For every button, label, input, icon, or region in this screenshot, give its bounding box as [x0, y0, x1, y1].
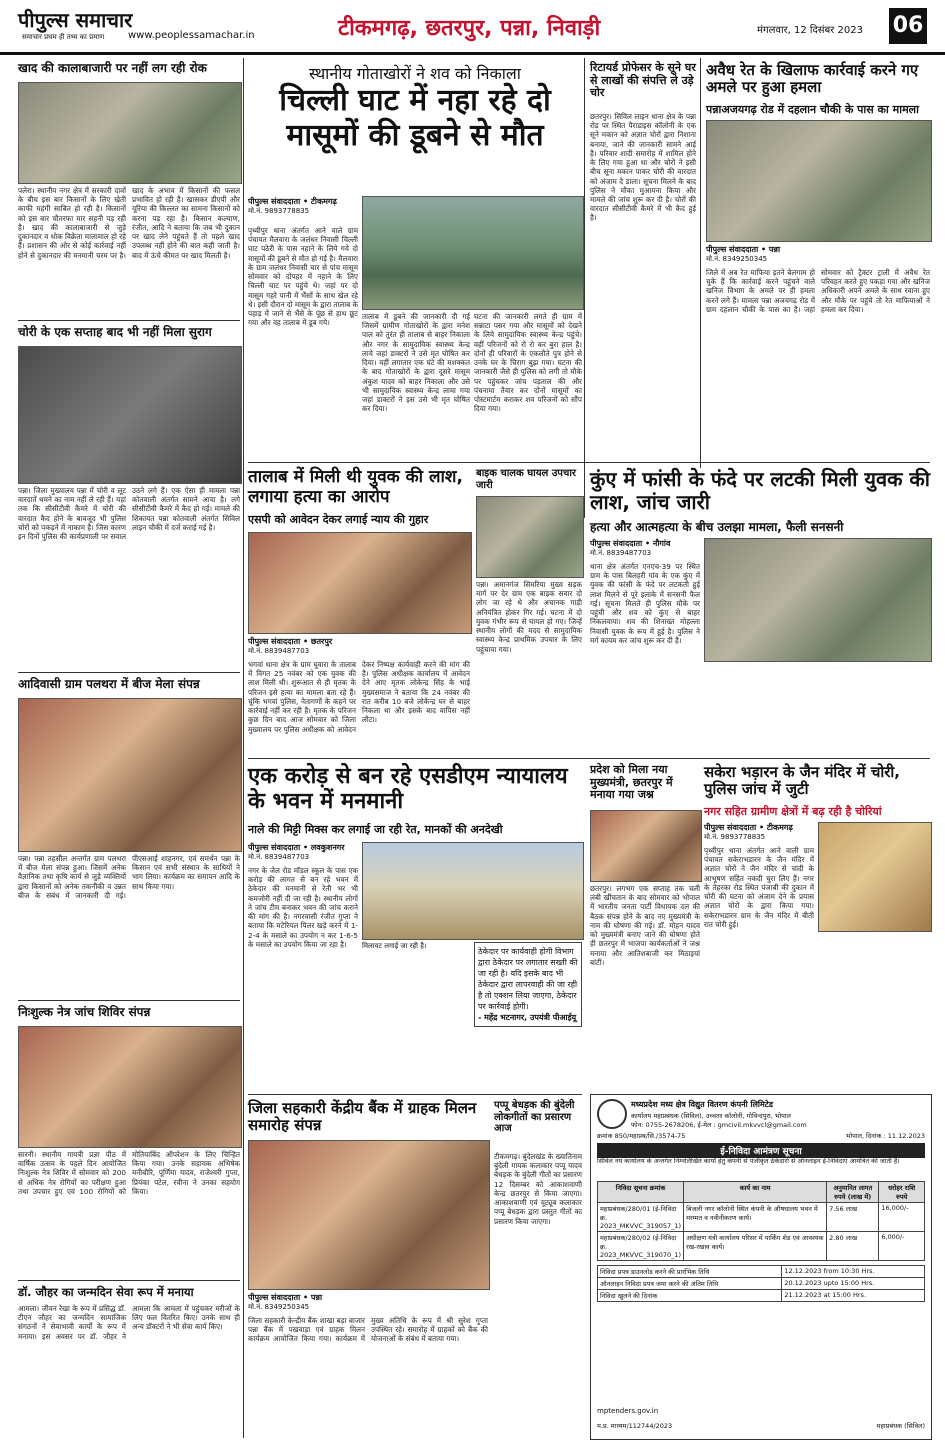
page-number: 06 [889, 8, 927, 44]
table-cell: महाप्रबंधक/280/01 (ई-निविदा क्र. 2023_MKVVC_319057_1) [598, 1203, 684, 1232]
table-cell: 21.12.2023 at 15:00 Hrs. [782, 1290, 925, 1302]
story-kicker: स्थानीय गोताखोरों ने शव को निकाला [309, 64, 521, 83]
photo-sp-office [248, 532, 472, 634]
photo-caption: मिलावट लगाई जा रही है। [362, 942, 427, 950]
tender-footer-left: म.प्र. माध्यम/112744/2023 [597, 1422, 673, 1430]
story-body: सारनी। स्थानीय गायत्री प्रज्ञा पीठ में वार्षिक उत्सव के पहले दिन आयोजित निःशुल्क नेत्र शिविर में सोमवार को 200 से अधिक नेत्र रोगियों का परीक्षण हुआ तथा उपचार हुए एवं 100 रोगियों को मोतियाबिंद ऑपरेशन के लिए चिन्हित किया गया। उनके सहायक अभिषेक मनीबौरि, पूर्णिमा यादव, राजेश्वरी गुप्ता, प्रियंका पटेल, रवीना ने उनका सहयोग किया। [18, 1150, 240, 1196]
tender-address: कार्यालय महाप्रबंधक (सिविल), उच्चतर कॉलोनी, गोविन्दपुरा, भोपाल [631, 1112, 791, 1120]
story-body: पन्ना। अमानगंज सिमरिया मुख्य सड़क मार्ग पर देर ग्राम एक बाइक सवार दो लोग जा रहे थे और अचानक गाड़ी अनियंत्रित होकर गिर गई। घटना में दो युवक गंभीर रूप से घायल हो गए। जिन्हें स्थानीय लोगों की मदद से सामुदायिक स्वास्थ्य केन्द्र प्राथमिक उपचार के लिए पहुंचाया गया। [476, 580, 582, 654]
table-cell: 20.12.2023 upto 15:00 Hrs. [782, 1278, 925, 1290]
logo-tagline: समाचार प्रथम ही तथ्य का प्रमाण [22, 33, 105, 41]
story-body: तालाब में डूबने की जानकारी दी गई जिसमें ग्रामीण गोताखोरों के द्वारा मनेश पाल को तुरंत ही तालाब से बाहर निकाला और नगर के सामुदायिक स्वास्थ्य केन्द्र लाये जहां डाक्टरों ने उसे मृत घोषित कर दिया। वहीं लगातार एक घंटे की मशक्कत के बाद गोताखोरों के द्वारा दूसरे मासूम अंकुश यादव को बाहर निकाला और उसे भी सामुदायिक स्वास्थ्य केन्द्र लाया गया जहां डाक्टरों ने इस उसे भी मृत घोषित कर दिया। [362, 312, 470, 414]
story-headline[interactable]: डॉ. जौहर का जन्मदिन सेवा रूप में मनाया [18, 1285, 194, 1299]
col-header: कार्य का नाम [684, 1182, 827, 1203]
table-row [598, 1232, 925, 1261]
byline: पीपुल्स संवाददाता • नौगांव मो.नं. 8839487703 [590, 539, 671, 557]
story-body: जिले में अब रेत माफिया इतने बेलगाम हो चुके हैं कि कार्रवाई करने पहुंचने वाले खनिज विभाग के अमले पर ही हमला करने लगे हैं। मामला पन्ना अजयगढ़ रोड में ग्राम दहलान चौकी के पास का है। जहां सोमवार को ट्रैक्टर ट्राली में अवैध रेत परिवहन करते हुए पकड़ा गया और खनिज अधिकारी अपने अमले के साथ रवाना हुए और मौके पर पहुंचे तो रेत माफियाओं ने हमला कर दिया। [706, 268, 930, 314]
story-subhead: हत्या और आत्महत्या के बीच उलझा मामला, फैली सनसनी [590, 520, 844, 534]
story-body: घटना की जानकारी लगते ही ग्राम में सन्नाटा पसर गया और मासूमों को देखने के लिये सामुदायिक स्वास्थ्य केन्द्र पहुंचे। वहीं परिजनों को रो रो कर बुरा हाल है। दोनों ही परिवारों के एकलौते पुत्र होने से उनके घर के चिराग बुझ गया। घटना की जानकारी जैसे ही पुलिस को लगी तो मौके पर पहुंचकर जांच पड़ताल की और पंचनामा तैयार कर दोनों मासूमों का पोस्टमार्टम कराकर शव परिजनों को सौंप दिया गया। [474, 312, 582, 414]
col-header: निविदा सूचना क्रमांक [598, 1182, 684, 1203]
issue-date: मंगलवार, 12 दिसंबर 2023 [757, 25, 863, 36]
tender-advertisement [590, 1094, 932, 1440]
lead-headline[interactable]: चिल्ली घाट में नहा रहे दो मासूमों की डूबने से मौत [279, 83, 551, 153]
company-logo-icon [597, 1099, 627, 1129]
masthead [0, 0, 945, 55]
photo-eye-camp [18, 1026, 242, 1148]
story-body: भगवां थाना क्षेत्र के ग्राम घुवारा के तालाब में विगत 25 नवंबर को एक युवक की लाश मिली थी। शुरूआत से ही मृतक के परिजन इसे हत्या का मामला बता रहे हैं। चूंकि भगवां पुलिस, नेतागणों के कहने पर कार्रवाई नहीं कर रही है। मृतक के परिजन कुछ दिन बाद आज सोमवार को जिला मुख्यालय पर पुलिस अधीक्षक को आवेदन देकर निष्पक्ष कार्यवाही करने की मांग की है। पुलिस अधीक्षक कार्यालय में आवेदन देने आए मृतक लोकेन्द्र सिंह के भाई मुख्यसमाज ने बताया कि 24 नवंबर की रात करीब 10 बजे लोकेन्द्र घर से बाहर निकला था और इसके बाद वापिस नहीं लौटा। [248, 660, 470, 734]
story-body: पन्ना। जिला मुख्यालय पन्ना में चोरी व लूट वारदातें थमने का नाम नहीं ले रही हैं। यहां तक कि सीसीटीवी कैमरे में चोरी की वारदात कैद होने के बावजूद भी पुलिस चोरों को पकड़ने में नाकाम है। जिस कारण इन दिनों पुलिस की कार्यप्रणाली पर सवाल उठने लगे हैं। एक ऐसा ही मामला पन्ना कोतवाली अंतर्गत सामने आया है। लगे सीसीटीवी कैमरे में कैद हो गई। मामले की शिकायत पन्ना कोतवाली अंतर्गत सिविल लाइन चौकी में दर्ज कराई गई है। [18, 486, 240, 542]
tender-ref-date: भोपाल, दिनांक : 11.12.2023 [845, 1132, 925, 1140]
photo-celebration [590, 810, 702, 882]
divider [18, 320, 240, 321]
table-cell: 12.12.2023 from 10:30 Hrs. [782, 1266, 925, 1278]
photo-construction-site [362, 842, 584, 940]
table-cell: अधीक्षण यंत्री कार्यालय परिसर में पार्किंग शेड एवं आवश्यक रख-रखाव कार्य। [684, 1232, 827, 1261]
official-quote: ठेकेदार पर कार्यवाही होगी विभाग द्वारा ठेकेदार पर लगातार सख्ती की जा रही है। यदि इसके बाद भी ठेकेदार द्वारा लापरवाही की जा रही है तो एक्शन लिया जाएगा, ठेकेदार पर कार्रवाई होगी। - महेंद्र भटनागर, उपयंत्री पीआईयू [474, 942, 582, 1027]
byline: पीपुल्स संवाददाता • लवकुशनगर मो.नं. 8839487703 [248, 843, 345, 861]
story-headline[interactable]: सकेरा भड़ारन के जैन मंदिर में चोरी, पुलिस जांच में जुटी [704, 763, 900, 799]
story-headline[interactable]: निःशुल्क नेत्र जांच शिविर संपन्न [18, 1005, 151, 1019]
story-headline[interactable]: रिटायर्ड प्रोफेसर के सूने घर से लाखों की संपत्ति ले उड़े चोर [590, 61, 696, 100]
divider [18, 1000, 240, 1001]
story-headline[interactable]: चोरी के एक सप्ताह बाद भी नहीं मिला सुराग [18, 325, 212, 339]
story-body: टीकमगढ़। बुंदेलखंड के ख्यातिनाम बुंदेली गायक कलाकार पप्पू यादव बेधड़क के बुंदेली गीतों का प्रसारण 12 दिसम्बर को आकाशवाणी केन्द्र छतरपुर से किया जाएगा। आकाशवाणी एवं यूट्यूब कलाकार पप्पू बेधड़क द्वारा प्रस्तुत गीतों का प्रसारण किया जाएगा। [494, 1152, 582, 1226]
story-headline[interactable]: खाद की कालाबाजारी पर नहीं लग रही रोक [18, 61, 207, 75]
story-body: नगर के जेल रोड मॉडल स्कूल के पास एक करोड़ की लागत से बन रहे भवन में ठेकेदार की मनमानी से रेती भर भी कमजोरी नहीं दी जा रही है। स्थानीय लोगों ने जांच टीम बनाकर भवन की जांच कराने की मांग की है। नगरवासी रंजीत गुप्ता ने बताया कि मटेरियल पिलर खड़े करने में 1-2-4 के मसाले का उपयोग न कर 1-6-5 के मसाले का उपयोग किया जा रहा है। [248, 866, 358, 949]
divider [18, 672, 240, 673]
story-subhead: नाले की मिट्टी मिक्स कर लगाई जा रही रेत, मानकों की अनदेखी [248, 823, 503, 836]
tender-footer-right: महाप्रबंधक (सिविल) [876, 1422, 925, 1430]
story-body: जिला सहकारी केन्द्रीय बैंक शाखा बड़ा बाजार पन्ना बैंक में पखवाड़ा एवं ग्राहक मिलन कार्यक्रम आयोजित किया गया। कार्यक्रम में मुख्य अतिथि के रूप में श्री सुरेश गुप्ता उपस्थित रहे। समारोह में ग्राहकों को बैंक की योजनाओं के संबंध में बताया गया। [248, 1316, 488, 1344]
newspaper-logo[interactable]: पीपुल्स समाचार समाचार प्रथम ही तथ्य का प्रमाण [18, 8, 133, 41]
tender-table [597, 1181, 925, 1261]
table-cell: ऑनलाइन निविदा प्रपत्र जमा करने की अंतिम तिथि [598, 1278, 782, 1290]
tender-contact: फोन: 0755-2678206, ई-मेल : gmcivil.mkvvcl@gmail.com [631, 1121, 807, 1129]
story-subhead: नगर सहित ग्रामीण क्षेत्रों में बढ़ रही है चोरियां [704, 805, 882, 818]
tender-notice-title: ई-निविदा आमंत्रण सूचना [597, 1143, 925, 1158]
divider [248, 462, 930, 463]
table-cell: महाप्रबंधक/280/02 (ई-निविदा क्र. 2023_MKVVC_319070_1) [598, 1232, 684, 1261]
story-headline[interactable]: पप्पू बेधड़क की बुंदेली लोकगीतों का प्रसारण आज [494, 1100, 575, 1134]
tender-dates-table [597, 1265, 925, 1302]
tender-table-wrap [597, 1181, 925, 1302]
byline: पीपुल्स संवाददाता • टीकमगढ़ मो.नं. 9893778835 [248, 197, 337, 215]
story-headline[interactable]: कुंए में फांसी के फंदे पर लटकी मिली युवक की लाश, जांच जारी [590, 467, 930, 514]
tender-company: मध्यप्रदेश मध्य क्षेत्र विद्युत वितरण कंपनी लिमिटेड [631, 1100, 774, 1109]
tender-ref: क्रमांक 850/महाप्रब/सि./3574-75 [597, 1132, 686, 1140]
table-cell: 2.80 लाख [827, 1232, 879, 1261]
divider [18, 1280, 240, 1281]
website-url[interactable]: www.peoplessamachar.in [128, 30, 255, 41]
story-body: पृथ्वीपुर थाना अंतर्गत आने वाली ग्राम पंचायत सकेराभडारन के जैन मंदिर में अज्ञात चोरों ने जैन मंदिर से चांदी के आभूषण सहित नकदी चुरा लिए हैं। नगर के तेहरका रोड स्थित पंजाबी की दुकान में चोरी की घटना को अंजाम देने के प्रयास अज्ञात चोरों के द्वारा किया गया। सकेराभडारन ग्राम के जैन मंदिर में बीती रात चोरी हुई। [704, 846, 814, 929]
region-band: टीकमगढ़, छतरपुर, पन्ना, निवाड़ी [338, 16, 601, 41]
table-row [598, 1203, 925, 1232]
story-body: छतरपुर। लगभग एक सप्ताह तक चली लंबी खींचतान के बाद सोमवार को भोपाल में भारतीय जनता पार्टी विधायक दल की बैठक संपन्न होने के बाद नए मुख्यमंत्री के नाम की घोषणा की गई। डॉ. मोहन यादव को मुख्यमंत्री बनाए जाने की घोषणा होते ही छतरपुर में भाजपा कार्यकर्ताओं ने जश्न मनाया और आतिशबाजी कर मिठाइयां बांटीं। [590, 884, 700, 967]
table-cell: बिजली नगर कॉलोनी स्थित कंपनी के औषधालय भवन में मरम्मत व नवीनीकरण कार्य। [684, 1203, 827, 1232]
table-cell: निविदा प्रपत्र डाउनलोड करने की प्रारंभिक तिथि [598, 1266, 782, 1278]
col-header: धरोहर राशि रुपये [879, 1182, 925, 1203]
byline: पीपुल्स संवाददाता • टीकमगढ़ मो.नं. 9893778835 [704, 823, 793, 841]
story-body: छतरपुर। सिविल लाइन थाना क्षेत्र के पन्ना रोड पर स्थित पैराडाइस कॉलोनी के एक सूने मकान को अज्ञात चोरों द्वारा निशाना बनाया, जाने की जानकारी सामने आई है। परिवार शादी समारोह में शामिल होने के लिए गया हुआ था और चोरों ने इसी बीच सूना मकान पाकर चोरी की वारदात को अंजाम दे डाला। सूचना मिलने के बाद पुलिस ने मौका मुआयना किया और मामले की जांच शुरू कर दी है। चोरों की वारदात सीसीटीवी कैमरे में भी कैद हुई है। [590, 112, 696, 223]
photo-cctv-theft [18, 346, 242, 484]
story-body: पृथ्वीपुर थाना अंतर्गत आने वाले ग्राम पंचायत मैलवारा के जलंधर निवासी चिल्ली घाट पठेरी के पास नहाने के लिये गये दो मासूमों की डूबने से मौत हो गई है। मैलवारा के ग्राम जलंधर निवासी चार से पांच मासूम सोमवार को दोपहर में नहाने के लिए चिल्ली घाट पर पहुंचे थे। जहां पर दो मासूम गहरे पानी में भैंसों के साथ खेल रहे थे। इसी दौरान दो मासूम के द्वारा तालाब के पहाड़ में जाने से भैंसे के पूंछ से हाथ छूट गया और वह तालाब में डूब गये। [248, 226, 358, 328]
photo-chilli-ghat [362, 196, 584, 310]
table-cell: 6,000/- [879, 1232, 925, 1261]
story-subhead: एसपी को आवेदन देकर लगाई न्याय की गुहार [248, 513, 429, 526]
story-body: पन्ना। पन्ना तहसील अन्तर्गत ग्राम पलथरा में बीज मेला संपन्न हुआ। जिसमें अनेक वैज्ञानिक तथा कृषि कार्य से जुड़े व्यक्तियों द्वारा किसानों को अनेक तकनीकी व उन्नत बीज के संबंध में जानकारी दी गई। पीएसआई शाहनगर, एवं समर्थन पन्ना के किसान एवं सभी संस्थान के साथियों ने भाग लिया। कार्यक्रम का समापन आदि के साथ किया गया। [18, 854, 240, 900]
story-body: आमला। जीवन रेखा के रूप में प्रसिद्ध डॉ. टीएन जौहर का जन्मदिन सामाजिक संगठनों ने सेवाभावी कार्यों के रूप में मनाया। इस अवसर पर डॉ. जौहर ने आमला कि आमला में पहुंचकर मरीजों के लिए फल वितरित किए। उनके साथ ही अन्य डॉक्टरों ने भी सेवा कार्य किए। [18, 1304, 240, 1341]
table-row [598, 1278, 925, 1290]
col-header: अनुमानित लागत रुपये (लाख में) [827, 1182, 879, 1203]
column-rule [584, 58, 585, 518]
story-body: पलेरा। स्थानीय नगर क्षेत्र में सरकारी दावों के बीच इस बार किसानों के लिए खेती काफी महंगी साबित हो रही है। किसानों को इस बार चौतरफा मार सहनी पड़ रही है। खाद की कालाबाजारी से जुड़े दुकानदार व थोक विक्रेता मालामाल हो रहे हैं। प्रशासन की ओर से कोई कार्रवाई नहीं होने से दुकानदार की मनमानी चरम पर है। खाद के अभाव में किसानों की फसल प्रभावित हो रही है। खासकर डीएपी और यूरिया की किल्लत का सामना किसानों को करना पड़ रहा है। किसान कल्याण, रंजीत, आदि ने बताया कि जब भी दुकान पर खाद लेने पहुंचते हैं तो पहले खाद उपलब्ध नहीं होने की बात कही जाती है। बाद में ऊंचे कीमत पर खाद मिलती है। [18, 186, 240, 260]
photo-well-site [704, 538, 932, 662]
byline: पीपुल्स संवाददाता • छतरपुर मो.नं. 8839487703 [248, 637, 333, 655]
column-rule [243, 58, 244, 1438]
photo-injured-rider [476, 496, 584, 578]
table-row [598, 1290, 925, 1302]
story-headline[interactable]: अवैध रेत के खिलाफ कार्रवाई करने गए अमले पर हुआ हमला [706, 61, 919, 97]
table-cell: 7.56 लाख [827, 1203, 879, 1232]
story-headline[interactable]: तालाब में मिली थी युवक की लाश, लगाया हत्या का आरोप [248, 467, 463, 507]
table-cell: निविदा खुलने की दिनांक [598, 1290, 782, 1302]
story-headline[interactable]: जिला सहकारी केंद्रीय बैंक में ग्राहक मिलन समारोह संपन्न [248, 1099, 477, 1135]
photo-seed-fair [18, 698, 242, 852]
story-headline[interactable]: प्रदेश को मिला नया मुख्यमंत्री, छतरपुर में मनाया गया जश्न [590, 763, 673, 802]
column-rule [700, 58, 701, 468]
story-headline[interactable]: आदिवासी ग्राम पलथरा में बीज मेला संपन्न [18, 677, 200, 691]
tender-notice-text: सिविल नय कार्यालय के अन्तर्गत निम्नलिखित कार्यों हेतु कंपनी से पंजीकृत ठेकेदारों से ऑनलाइन ई-निविदाएं आमंत्रित की जाती हैं। [597, 1157, 900, 1165]
photo-jain-temple [818, 822, 932, 932]
story-body: थाना क्षेत्र अंतर्गत एनएच-39 पर स्थित ग्राम के पास बिलहरी गांव के एक कुंए में युवक की फांसी के फंदे पर लटकती हुई लाश मिलने से पूरे इलाके में सनसनी फैल गई। सूचना मिलते ही पुलिस मौके पर पहुंची और शव को कुंए से बाहर निकलवाया। शव की शिनाख्त मोहल्ला निवासी युवक के रूप में हुई है। पुलिस ने मर्ग कायम कर जांच शुरू कर दी है। [590, 562, 700, 645]
tender-website[interactable]: mptenders.gov.in [597, 1407, 659, 1415]
byline: पीपुल्स संवाददाता • पन्ना मो.नं. 8349250345 [248, 1293, 323, 1311]
table-row [598, 1266, 925, 1278]
divider [248, 758, 930, 759]
divider [248, 1094, 582, 1095]
photo-fertilizer-shop [18, 82, 242, 184]
story-subhead: पन्नाअजयगढ़ रोड में दहलान चौकी के पास का मामला [706, 103, 919, 116]
photo-bank-event [248, 1140, 490, 1290]
photo-tractor [706, 120, 932, 242]
byline: पीपुल्स संवाददाता • पन्ना मो.नं. 8349250345 [706, 245, 781, 263]
story-headline[interactable]: एक करोड़ से बन रहे एसडीएम न्यायालय के भवन में मनमानी [248, 764, 568, 815]
table-cell: 16,000/- [879, 1203, 925, 1232]
story-headline[interactable]: बाइक चालक घायल उपचार जारी [476, 468, 577, 491]
